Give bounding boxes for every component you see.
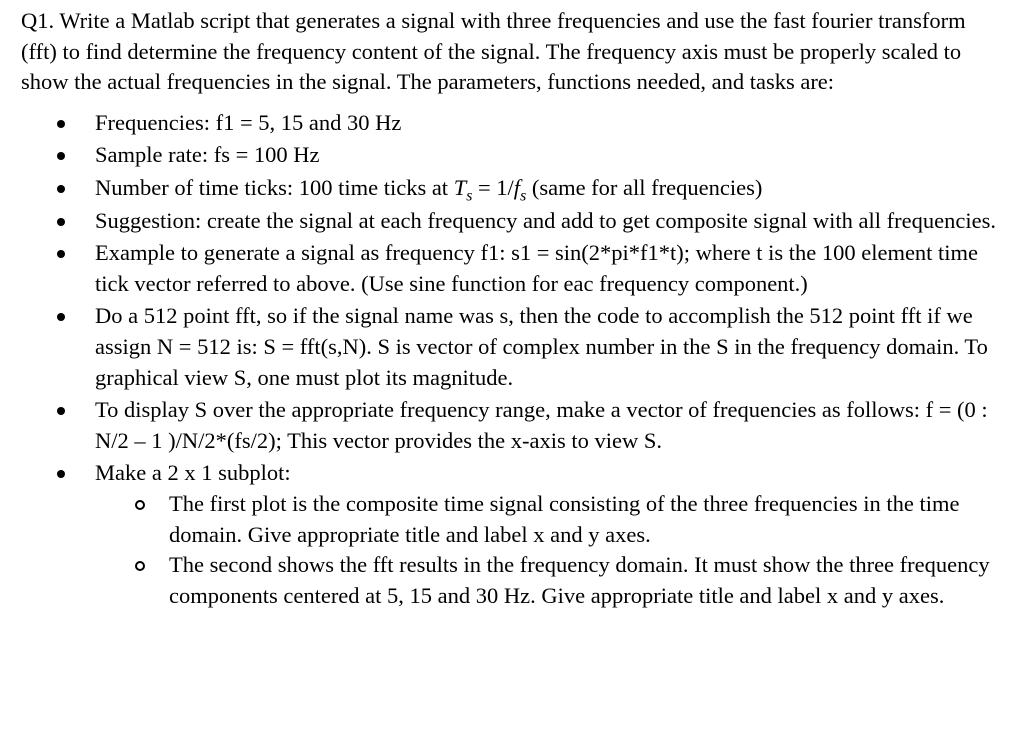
sub-list-item-text: The first plot is the composite time signal consisting of the three frequencies in the time domain. Give appropriate title and label x and y axes. bbox=[169, 490, 960, 547]
hollow-bullet-icon bbox=[135, 500, 145, 510]
sub-list-item-first-plot bbox=[95, 489, 1004, 550]
list-item-text: Example to generate a signal as frequency f1: s1 = sin(2*pi*f1*t); where t is the 100 element time tick vector referred to above. (Use sine function for eac frequency component.) bbox=[95, 240, 979, 296]
list-item-subplot bbox=[21, 458, 1004, 611]
bullet-icon bbox=[57, 250, 65, 258]
bullet-icon bbox=[57, 120, 65, 128]
list-item-text-prefix: Number of time ticks: 100 time ticks at bbox=[95, 174, 454, 200]
math-ts-sub: s bbox=[466, 187, 473, 205]
list-item-text: Suggestion: create the signal at each frequency and add to get composite signal with all frequencies. bbox=[95, 207, 996, 233]
list-item-text: Do a 512 point fft, so if the signal name was s, then the code to accomplish the 512 point fft if we assign N = 512 is: S = fft(s,N). S is vector of complex number in the S in the frequency domain. To graphical view S, one must plot its magnitude. bbox=[95, 303, 988, 390]
hollow-bullet-icon bbox=[135, 561, 145, 571]
sub-list-item-text: The second shows the fft results in the frequency domain. It must show the three frequency components centered at 5, 15 and 30 Hz. Give appropriate title and label x and y axes. bbox=[169, 552, 990, 608]
list-item-suggestion bbox=[21, 206, 1004, 237]
list-item-time-ticks bbox=[21, 173, 1004, 204]
question-intro: Q1. Write a Matlab script that generates a signal with three frequencies and use the fast fourier transform (fft) to find determine the frequency content of the signal. The frequency axis must be properly scaled to show the actual frequencies in the signal. The parameters, functions needed, and tasks are: bbox=[21, 8, 966, 95]
list-item-text: Frequencies: f1 = 5, 15 and 30 Hz bbox=[95, 109, 402, 135]
list-item-fft bbox=[21, 301, 1004, 393]
task-list bbox=[21, 108, 1004, 612]
math-fs: f bbox=[513, 174, 521, 200]
list-item-text: Make a 2 x 1 subplot: bbox=[95, 460, 291, 486]
list-item-sample-rate bbox=[21, 140, 1004, 171]
bullet-icon bbox=[57, 185, 65, 193]
list-item-text: Sample rate: fs = 100 Hz bbox=[95, 142, 320, 168]
list-item-frequencies bbox=[21, 108, 1004, 139]
math-ts: T bbox=[453, 174, 467, 200]
bullet-icon bbox=[57, 313, 65, 321]
subplot-sublist bbox=[95, 489, 1004, 611]
list-item-text-suffix: (same for all frequencies) bbox=[526, 174, 763, 200]
bullet-icon bbox=[57, 218, 65, 226]
sub-list-item-second-plot bbox=[95, 550, 1004, 611]
bullet-icon bbox=[57, 152, 65, 160]
math-fs-sub: s bbox=[520, 187, 527, 205]
math-equals: = 1/ bbox=[472, 174, 514, 200]
list-item-display bbox=[21, 395, 1004, 456]
list-item-example bbox=[21, 238, 1004, 299]
bullet-icon bbox=[57, 407, 65, 415]
bullet-icon bbox=[57, 470, 65, 478]
list-item-text: To display S over the appropriate frequency range, make a vector of frequencies as follows: f = (0 : N/2 – 1 )/N/2*(fs/2); This vector provides the x-axis to view S. bbox=[95, 397, 988, 453]
